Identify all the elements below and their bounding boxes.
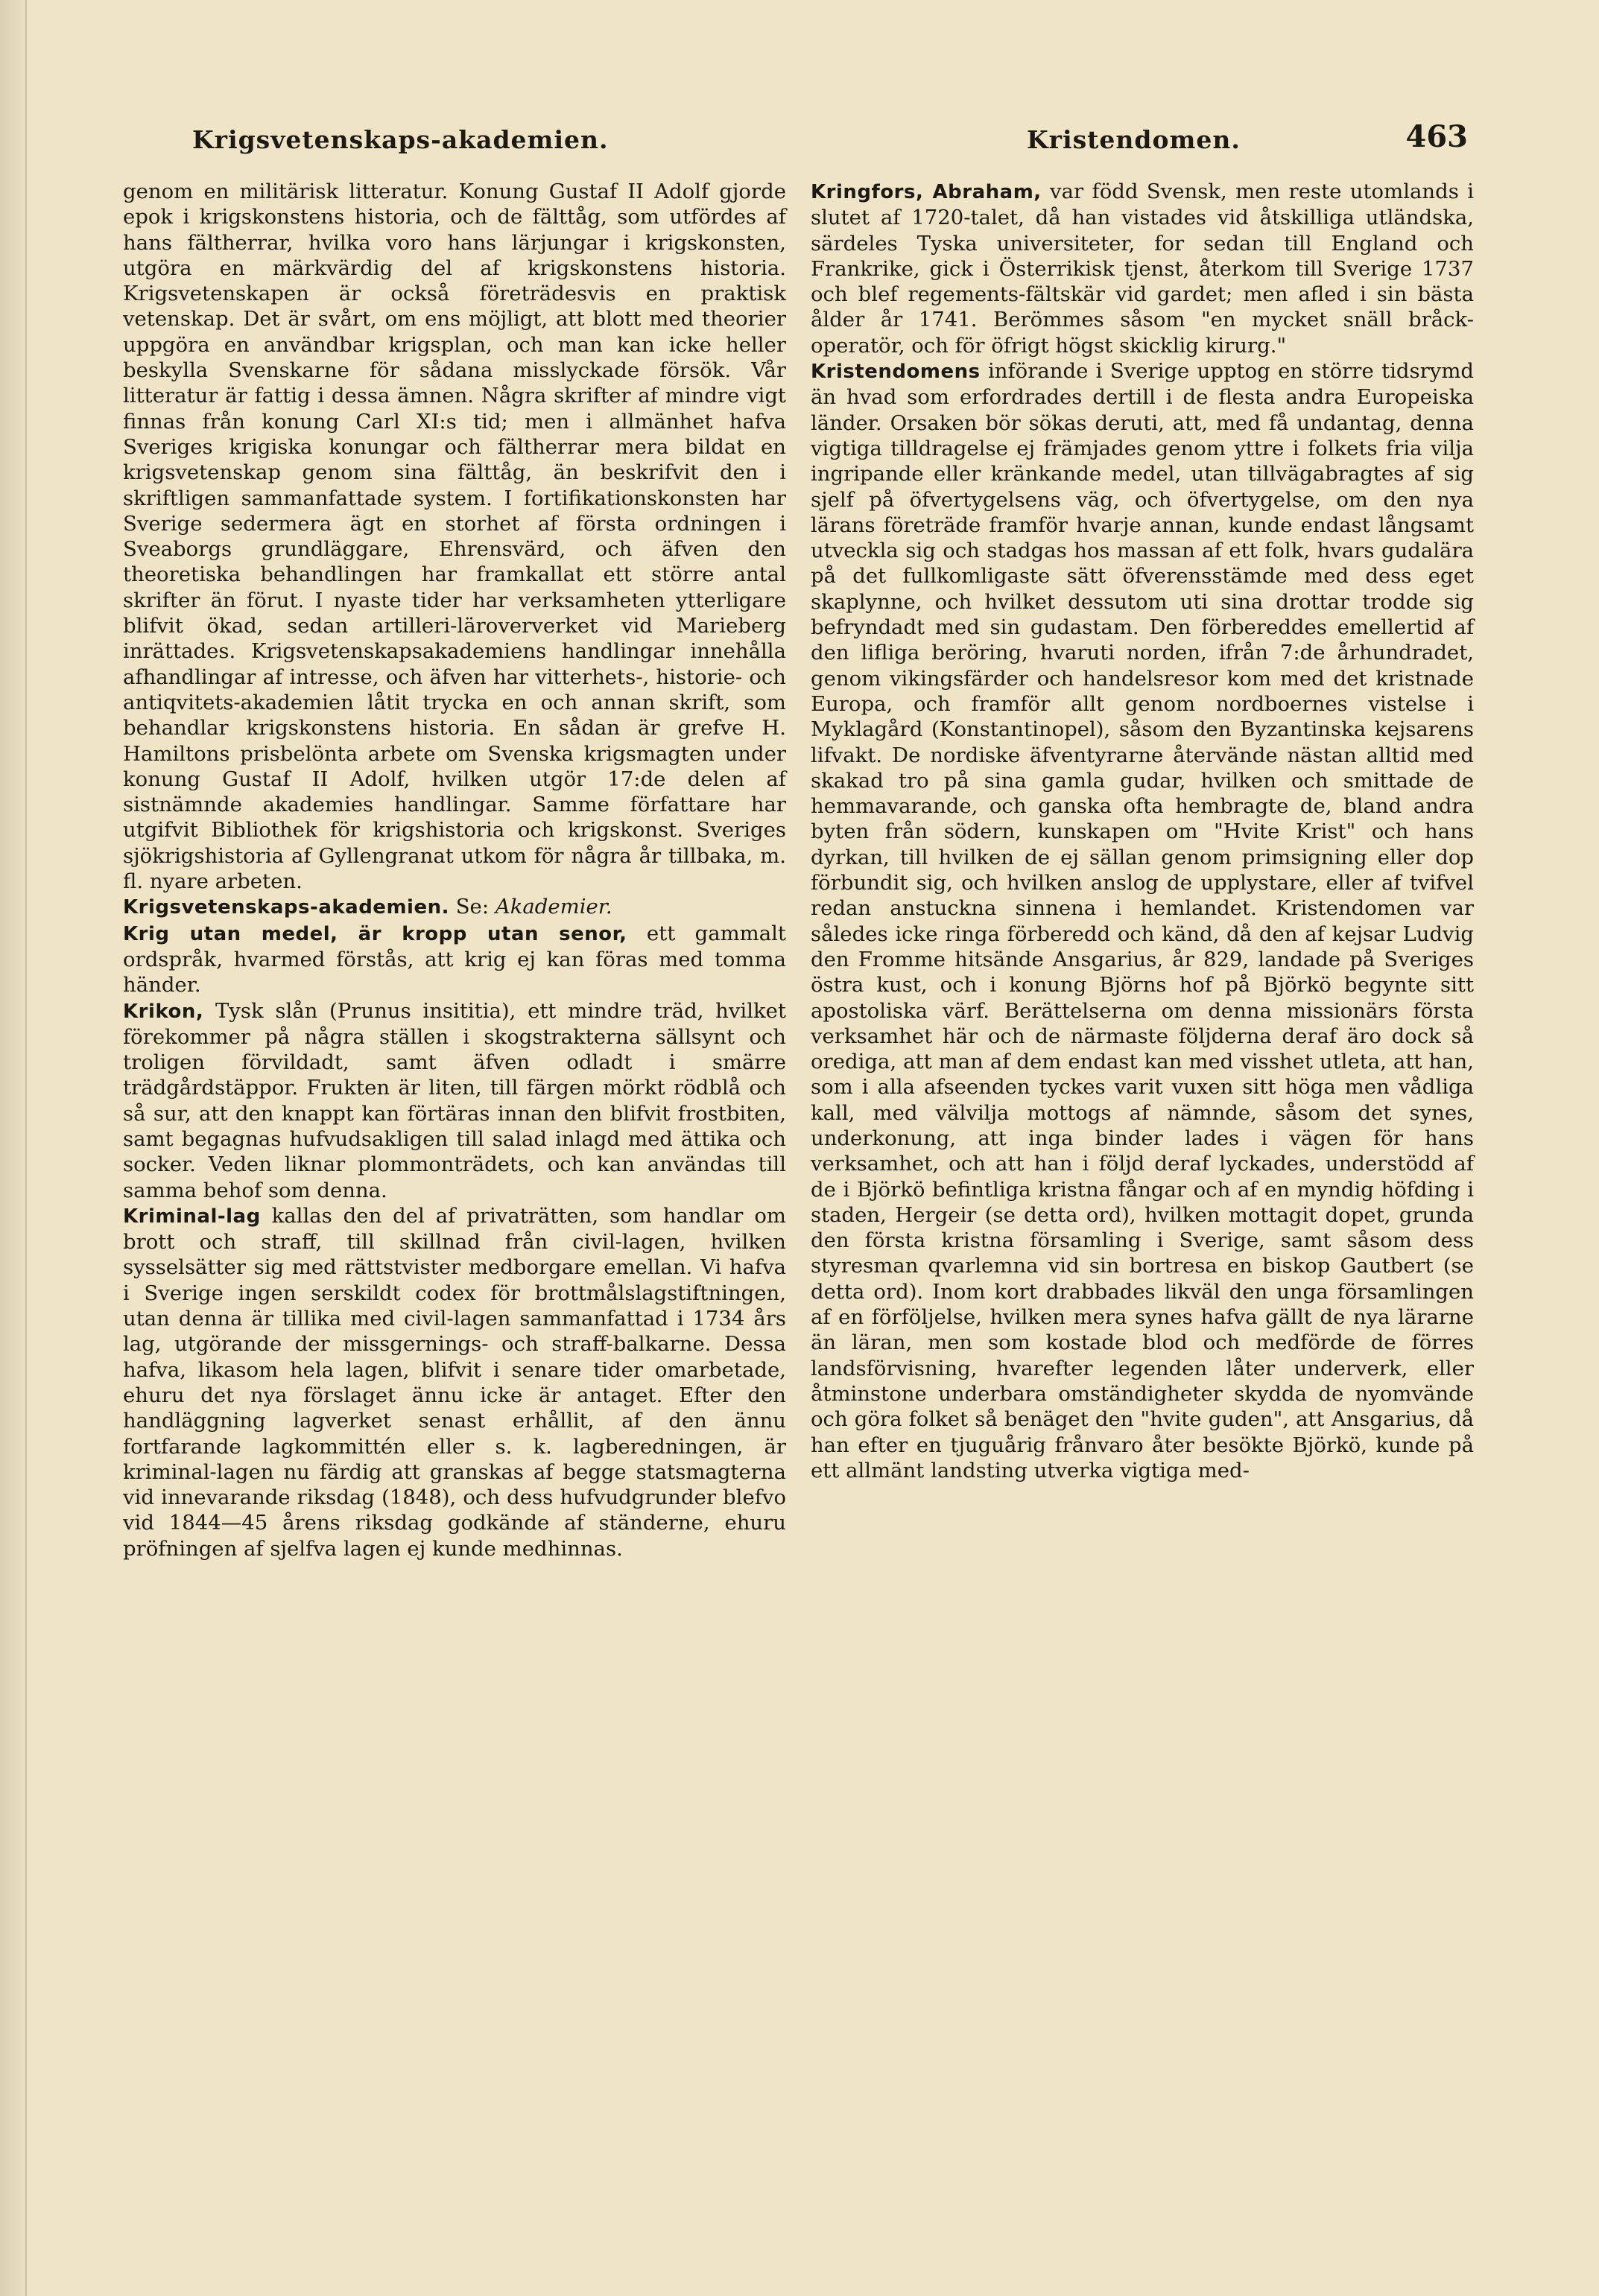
entry-kristendomens [811,358,1474,1483]
entry-headword: Kringfors, Abraham, [811,181,1042,203]
entry-text: ett gammalt ordspråk, hvarmed förstås, att krig ej kan föras med tomma händer. [123,921,786,998]
entry-text: införande i Sverige upptog en större tidsrymd än hvad som erfordrades dertill i de flesta andra Europeiska länder. Orsaken bör sökas deruti, att, med få undantag, denna vigtiga tilldragelse ej främjades genom yttre i folkets fria vilja ingripande eller kränkande medel, utan tillvägabragtes af sig sjelf på öfvertygelsens väg, och öfvertygelse, om den nya lärans företräde framför hvarje annan, kunde endast långsamt utveckla sig och stadgas hos massan af ett folk, hvars gudalära på det fullkomligaste sätt öfverensstämde med dess eget skaplynne, och hvilket dessutom uti sina drottar trodde sig befryndadt med sin gudastam. Den förbereddes emellertid af den lifliga beröring, hvaruti norden, ifrån 7:de århundradet, genom vikingsfärder och handelsresor kom med det kristnade Europa, och framför allt genom nordboernes vistelse i Myklagård (Konstantinopel), såsom den Byzantinska kejsarens lifvakt. De nordiske äfventyrarne återvände nästan alltid med skakad tro på sina gamla gudar, hvilken och smittade de hemmavarande, och ganska ofta hembragte de, bland andra byten från södern, kunskapen om "Hvite Krist" och hans dyrkan, till hvilken de ej sällan genom primsigning eller dop förbundit sig, och hvilken anslog de upplystare, eller af tvifvel redan anstuckna sinnena i hemlandet. Kristendomen var således icke ringa förberedd och känd, då den af kejsar Ludvig den Fromme hitsände Ansgarius, år 829, landade på Sveriges östra kust, och i konung Björns hof på Björkö begynte sitt apostoliska värf. Berättelserna om denna missionärs första verksamhet här och de närmaste följderna deraf äro dock så orediga, att man af dem endast kan med visshet utleta, att han, som i alla afseenden tyckes varit vuxen sitt höga men vådliga kall, med välvilja mottogs af nämnde, såsom det synes, underkonung, att inga binder lades i vägen för hans verksamhet, och att han i följd deraf lyckades, understödd af de i Björkö befintliga kristna fångar och af en myndig höfding i staden, Hergeir (se detta ord), hvilken mottagit dopet, grunda den första kristna församling i Sverige, samt såsom dess styresman qvarlemna vid sin bortresa en biskop Gautbert (se detta ord). Inom kort drabbades likväl den unga församlingen af en förföljelse, hvilken mera synes hafva gällt de nya lärarne än läran, men som kostade blod och medförde de förres landsförvisning, hvarefter legenden låter underverk, eller åtminstone underbara omständigheter skydda de nyomvände och göra folket så benäget den "hvite guden", att Ansgarius, då han efter en tjuguårig frånvaro åter besökte Björkö, kunde på ett allmänt landsting utverka vigtiga med- [811,359,1474,1482]
entry-krikon [123,998,786,1203]
page-number: 463 [1405,119,1468,154]
entry-text: Se: [449,895,495,919]
left-column [123,179,786,1561]
cross-reference: Akademier. [495,895,612,919]
continued-paragraph: genom en militärisk litteratur. Konung Gustaf II Adolf gjorde epok i krigskonstens historia, och de fälttåg, som utfördes af hans fältherrar, hvilka voro hans lärjungar i krigskonsten, utgöra en märkvärdig del af krigskonstens historia. Krigsvetenskapen är också företrädesvis en praktisk vetenskap. Det är svårt, om ens möjligt, att blott med theorier uppgöra en användbar krigsplan, och man kan icke heller beskylla Svenskarne för sådana misslyckade försök. Vår litteratur är fattig i dessa ämnen. Några skrifter af mindre vigt finnas från konung Carl XI:s tid; men i allmänhet hafva Sveriges krigiska konungar och fältherrar mera bildat en krigsvetenskap genom sina fälttåg, än beskrifvit den i skriftligen sammanfattade system. I fortifikationskonsten har Sverige sedermera ägt en storhet af första ordningen i Sveaborgs grundläggare, Ehrensvärd, och äfven den theoretiska behandlingen har framkallat ett större antal skrifter än förut. I nyaste tider har verksamheten ytterligare blifvit ökad, sedan artilleri-läroververket vid Marieberg inrättades. Krigsvetenskapsakademiens handlingar innehålla afhandlingar af intresse, och äfven har vitterhets-, historie- och antiqvitets-akademien låtit trycka en och annan skrift, som behandlar krigskonstens historia. En sådan är grefve H. Hamiltons prisbelönta arbete om Svenska krigsmagten under konung Gustaf II Adolf, hvilken utgör 17:de delen af sistnämnde akademies handlingar. Samme författare har utgifvit Bibliothek för krigshistoria och krigskonst. Sveriges sjökrigshistoria af Gyllengranat utkom för några år tillbaka, m. fl. nyare arbeten. [123,180,786,894]
entry-headword: Kriminal-lag [123,1205,261,1228]
entry-text: Tysk slån (Prunus insititia), ett mindre träd, hvilket förekommer på några ställen i skogstrakterna sällsynt och troligen förvildadt, samt äfven odladt i smärre trädgårdstäppor. Frukten är liten, till färgen mörkt rödblå och så sur, att den knappt kan förtäras innan den blifvit frostbiten, samt begagnas hufvudsakligen till salad inlagd med ättika och socker. Veden liknar plommonträdets, och kan användas till samma behof som denna. [123,998,786,1202]
entry-kringfors [811,179,1474,358]
book-spine-edge [0,0,27,2296]
entry-text: var född Svensk, men reste utomlands i slutet af 1720-talet, då han vistades vid åtskilliga utländska, särdeles Tyska universiteter, for sedan till England och Frankrike, gick i Österrikisk tjenst, återkom till Sverige 1737 och blef regements-fältskär vid gardet; men afled i sin bästa ålder år 1741. Berömmes såsom "en mycket snäll bråck-operatör, och för öfrigt högst skicklig kirurg." [811,180,1474,358]
entry-headword: Krikon, [123,1000,204,1023]
running-head-right: Kristendomen. [1027,125,1241,154]
entry-headword: Krigsvetenskaps-akademien. [123,896,449,919]
right-column [811,179,1474,1483]
entry-krigsvetenskaps-akademien [123,894,786,920]
running-head-left: Krigsvetenskaps-akademien. [192,125,609,154]
entry-kriminal-lag [123,1203,786,1561]
entry-headword: Krig utan medel, är kropp utan senor, [123,922,627,945]
entry-text: kallas den del af privaträtten, som handlar om brott och straff, till skillnad från civil-lagen, hvilken sysselsätter sig med rättstvister medborgare emellan. Vi hafva i Sverige ingen serskildt codex för brottmålslagstiftningen, utan denna är tillika med civil-lagen sammanfattad i 1734 års lag, utgörande der missgernings- och straff-balkarne. Dessa hafva, likasom hela lagen, blifvit i senare tider omarbetade, ehuru det nya förslaget ännu icke är antaget. Efter den handläggning lagverket senast erhållit, af den ännu fortfarande lagkommittén eller s. k. lagberedningen, är kriminal-lagen nu färdig att granskas af begge statsmagterna vid innevarande riksdag (1848), och dess hufvudgrunder blefvo vid 1844—45 årens riksdag godkände af ständerne, ehuru pröfningen af sjelfva lagen ej kunde medhinnas. [123,1203,786,1561]
entry-krig-utan-medel [123,921,786,998]
entry-headword: Kristendomens [811,361,981,384]
page-header [192,119,1468,162]
